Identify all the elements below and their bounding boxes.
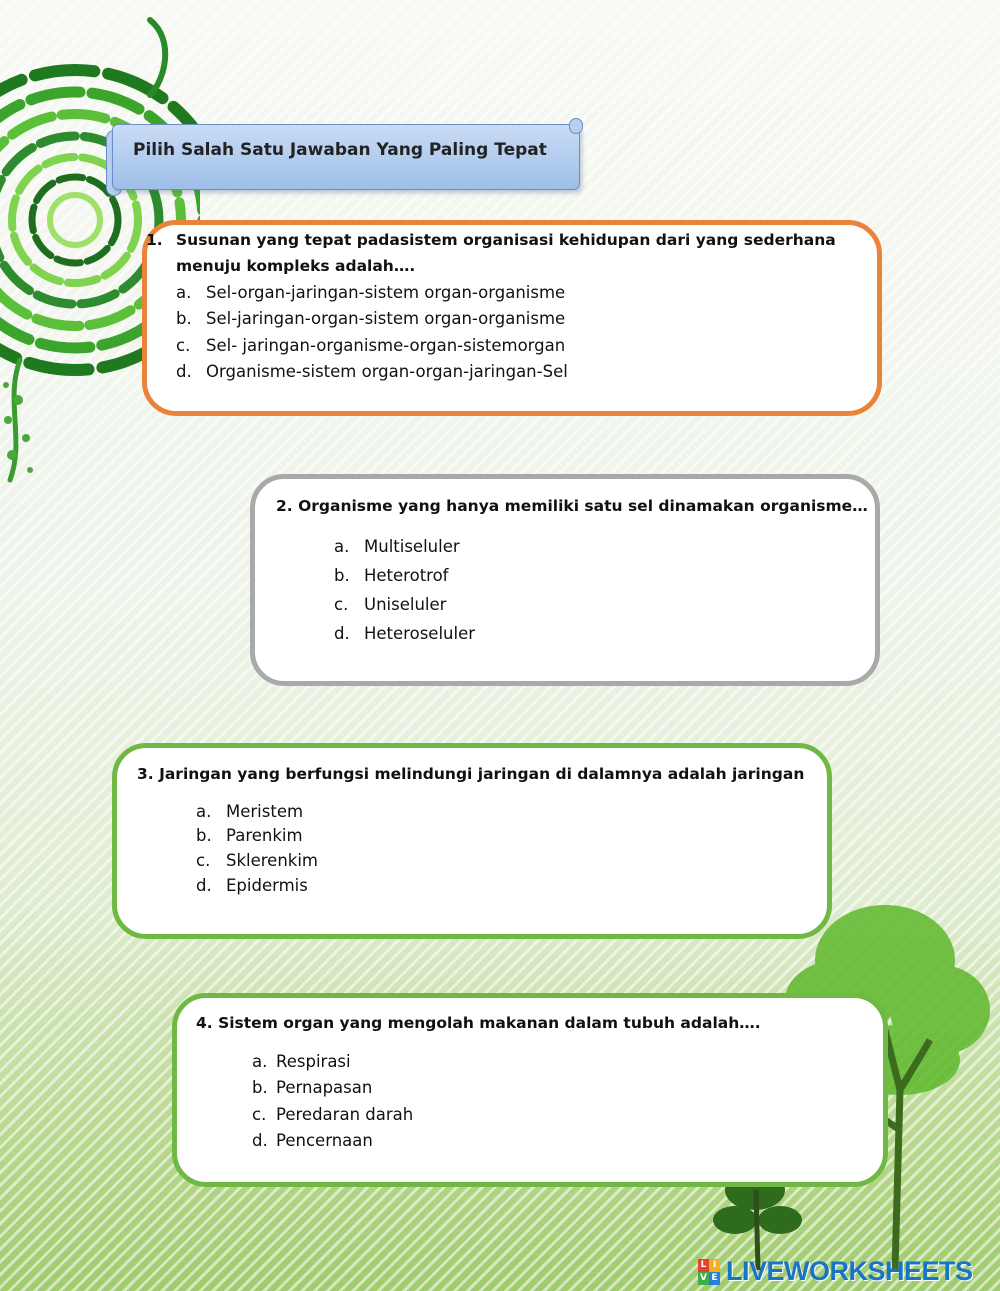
liveworksheets-icon xyxy=(698,1259,720,1285)
option-text: Pernapasan xyxy=(276,1078,373,1097)
question-1-option-b[interactable] xyxy=(176,306,565,332)
option-letter: d. xyxy=(176,362,192,381)
question-1-option-c[interactable] xyxy=(176,333,565,359)
question-3-option-b[interactable] xyxy=(196,823,303,849)
option-letter: b. xyxy=(176,309,192,328)
option-text: Heteroseluler xyxy=(364,624,476,643)
option-letter: c. xyxy=(252,1105,267,1124)
option-letter: d. xyxy=(196,876,212,895)
question-2-option-a[interactable] xyxy=(334,534,460,560)
option-text: Peredaran darah xyxy=(276,1105,414,1124)
question-3-option-a[interactable] xyxy=(196,799,303,825)
option-letter: d. xyxy=(252,1131,268,1150)
option-text: Meristem xyxy=(226,802,304,821)
question-2-text: 2. Organisme yang hanya memiliki satu sel dinamakan organisme… xyxy=(276,497,868,515)
option-letter: c. xyxy=(176,336,191,355)
option-letter: b. xyxy=(196,826,212,845)
option-text: Respirasi xyxy=(276,1052,351,1071)
option-letter: a. xyxy=(334,537,350,556)
question-3-option-d[interactable] xyxy=(196,873,308,899)
logo-letter-v: V xyxy=(698,1272,709,1285)
banner-scroll-right xyxy=(569,118,583,134)
option-text: Parenkim xyxy=(226,826,303,845)
question-4-option-d[interactable] xyxy=(252,1128,373,1154)
option-text: Uniseluler xyxy=(364,595,447,614)
question-1-number: 1. xyxy=(146,231,163,249)
question-1-text-line-1: Susunan yang tepat padasistem organisasi kehidupan dari yang sederhana xyxy=(176,231,836,249)
option-letter: a. xyxy=(176,283,192,302)
question-4-option-c[interactable] xyxy=(252,1102,413,1128)
option-text: Sel- jaringan-organisme-organ-sistemorgan xyxy=(206,336,566,355)
question-4-text: 4. Sistem organ yang mengolah makanan dalam tubuh adalah…. xyxy=(196,1014,761,1032)
option-letter: b. xyxy=(334,566,350,585)
option-text: Sklerenkim xyxy=(226,851,319,870)
question-3-option-c[interactable] xyxy=(196,848,318,874)
option-text: Epidermis xyxy=(226,876,308,895)
liveworksheets-logo xyxy=(698,1256,973,1287)
option-letter: c. xyxy=(196,851,211,870)
logo-letter-l: L xyxy=(698,1259,709,1272)
option-letter: b. xyxy=(252,1078,268,1097)
question-2-option-c[interactable] xyxy=(334,592,446,618)
question-4-option-a[interactable] xyxy=(252,1049,351,1075)
option-text: Sel-organ-jaringan-sistem organ-organisme xyxy=(206,283,566,302)
question-2-option-d[interactable] xyxy=(334,621,475,647)
logo-letter-e: E xyxy=(709,1272,720,1285)
option-letter: a. xyxy=(252,1052,268,1071)
liveworksheets-wordmark: LIVEWORKSHEETS xyxy=(726,1256,973,1286)
question-3-text: 3. Jaringan yang berfungsi melindungi jaringan di dalamnya adalah jaringan xyxy=(137,765,805,783)
question-1-option-a[interactable] xyxy=(176,280,565,306)
option-text: Heterotrof xyxy=(364,566,449,585)
option-text: Multiseluler xyxy=(364,537,460,556)
instruction-text: Pilih Salah Satu Jawaban Yang Paling Tepat xyxy=(133,140,547,160)
option-text: Organisme-sistem organ-organ-jaringan-Sel xyxy=(206,362,568,381)
option-letter: c. xyxy=(334,595,349,614)
question-1-text-line-2: menuju kompleks adalah…. xyxy=(176,257,416,275)
logo-letter-i: I xyxy=(709,1259,720,1272)
option-text: Sel-jaringan-organ-sistem organ-organisme xyxy=(206,309,566,328)
option-letter: a. xyxy=(196,802,212,821)
option-text: Pencernaan xyxy=(276,1131,373,1150)
option-letter: d. xyxy=(334,624,350,643)
question-1-option-d[interactable] xyxy=(176,359,568,385)
question-2-option-b[interactable] xyxy=(334,563,449,589)
question-4-option-b[interactable] xyxy=(252,1075,372,1101)
